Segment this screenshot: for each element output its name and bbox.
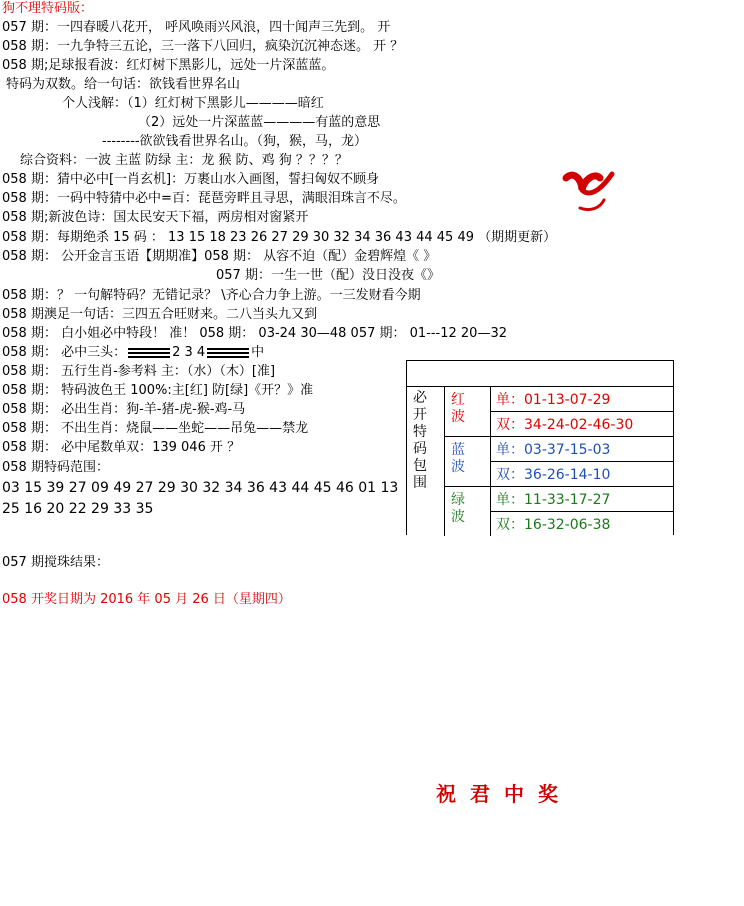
row-numbers: 34-24-02-46-30 [524, 417, 634, 433]
footer-blessing: 祝君中奖 [436, 782, 572, 806]
row-tag: 双： [496, 417, 524, 433]
text-line: 058 期： 公开金言玉语【期期准】058 期： 从容不迫（配）金碧辉煌《 》 [2, 249, 437, 264]
bars-icon [207, 348, 249, 358]
must-head-label: 058 期： 必中三头： [2, 345, 127, 360]
text-line: 058 期：一码中特猜中必中=百：琵琶旁畔且寻思，满眼泪珠言不尽。 [2, 191, 406, 206]
text-line: 057 期：一四春暖八花开， 呼风唤雨兴风浪，四十闻声三先到。 开 [2, 20, 391, 35]
row-numbers: 36-26-14-10 [524, 467, 611, 483]
row-numbers: 11-33-17-27 [524, 492, 611, 508]
text-line: 058 期： 不出生肖：烧鼠——坐蛇——吊兔——禁龙 [2, 421, 309, 436]
page-title: 狗不理特码版： [2, 1, 94, 16]
text-line: 058 期;足球报看波：红灯树下黑影儿，远处一片深蓝蓝。 [2, 58, 335, 73]
row-numbers: 16-32-06-38 [524, 517, 611, 533]
draw-result-line: 057 期搅珠结果： [2, 555, 109, 570]
group-red-label: 红波 [451, 392, 465, 425]
text-line: 058 期特码范围： [2, 460, 109, 475]
row-tag: 单： [496, 392, 524, 408]
group-blue-label: 蓝波 [451, 442, 465, 475]
text-line: 综合资料：一波 主蓝 防绿 主：龙 猴 防、鸡 狗 ？？？？ [20, 153, 348, 168]
text-line: 058 期： 必中尾数单双：139 046 开 ？ [2, 440, 241, 455]
row-numbers: 01-13-07-29 [524, 392, 611, 408]
text-line: 058 期：猜中必中[一肖玄机]：万裹山水入画图，誓扫匈奴不顾身 [2, 172, 380, 187]
text-line: 特码为双数。给一句话：欲钱看世界名山 [6, 77, 241, 92]
red-odd-row [496, 387, 610, 413]
text-line: 058 期：一九争特三五论，三一落下八回归，疯染沉沉神态迷。 开 ？ [2, 39, 404, 54]
draw-date-line: 058 开奖日期为 2016 年 05 月 26 日（星期四） [2, 592, 291, 607]
range-numbers: 03 15 39 27 09 49 27 29 30 32 34 36 43 44 45 46 01 13 25 16 20 22 29 33 35 [2, 480, 399, 517]
text-line: --------欲欲钱看世界名山。（狗，猴，马，龙） [102, 134, 368, 149]
blue-odd-row [496, 437, 610, 463]
text-line: （2）远处一片深蓝蓝————有蓝的意思 [138, 115, 381, 130]
green-even-row [496, 512, 610, 538]
row-tag: 双： [496, 517, 524, 533]
special-code-table [406, 360, 674, 536]
group-green-label: 绿波 [451, 492, 465, 525]
text-line: 058 期：每期绝杀 15 码 ： 13 15 18 23 26 27 29 30 32 34 36 43 44 45 49 （期期更新） [2, 230, 557, 245]
text-line: 057 期：一生一世（配）没日没夜《》 [216, 268, 440, 283]
blue-even-row [496, 462, 610, 488]
row-tag: 单： [496, 442, 524, 458]
text-line: 058 期： 必出生肖：狗-羊-猪-虎-猴-鸡-马 [2, 402, 246, 417]
text-line: 058 期澳足一句话：三四五合旺财来。二八当头九又到 [2, 307, 317, 322]
bars-icon [128, 348, 170, 358]
head-numbers: 2 3 4 [172, 345, 206, 360]
red-even-row [496, 412, 633, 438]
logo-icon [560, 160, 622, 216]
text-line: 058 期;新波色诗：国太民安天下福，两房相对窗紧开 [2, 210, 309, 225]
table-label: 必开特码包围 [413, 390, 427, 491]
text-line: 058 期： 白小姐必中特段！ 准！ 058 期： 03-24 30—48 057 期： 01---12 20—32 [2, 326, 507, 341]
row-numbers: 03-37-15-03 [524, 442, 611, 458]
green-odd-row [496, 487, 610, 513]
text-line [2, 344, 264, 361]
head-suffix: 中 [251, 345, 265, 360]
text-line: 058 期： 特码波色王 100%:主[红] 防[绿]《开？》准 [2, 383, 314, 398]
text-line: 个人浅解：（1）红灯树下黑影儿————暗红 [62, 96, 324, 111]
row-tag: 双： [496, 467, 524, 483]
row-tag: 单： [496, 492, 524, 508]
text-line: 058 期：？ 一句解特码？无错记录？ \齐心合力争上游。一三发财看今期 [2, 288, 421, 303]
text-line: 058 期： 五行生肖-参考料 主：（水）（木）[准] [2, 364, 276, 379]
